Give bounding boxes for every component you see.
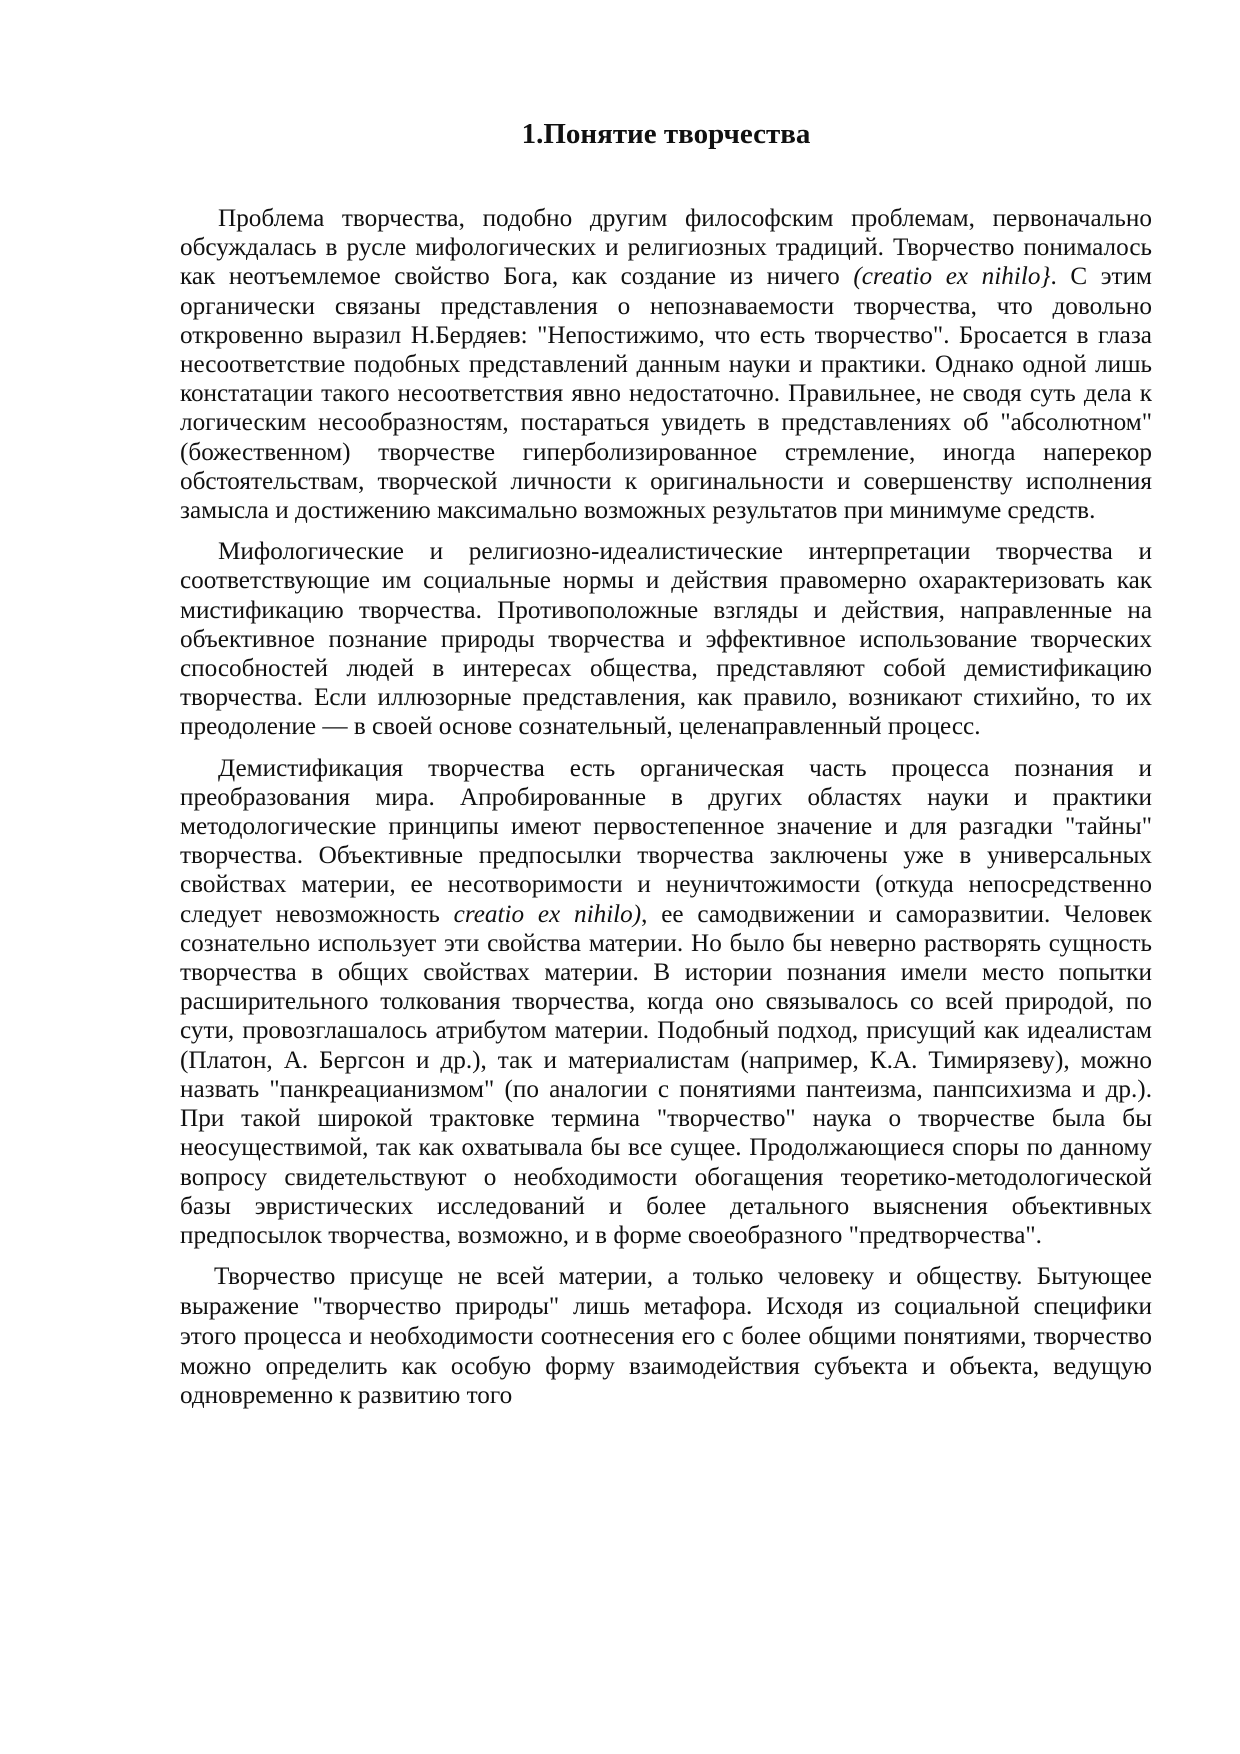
paragraph-3-text-2: , ее самодвижении и саморазвитии. Человек сознательно использует эти свойства материи. Но было бы неверно растворять сущность творчества в общих свойствах материи. В истории познания имели место попытки расширительного толкования творчества, когда оно связывалось со всей природой, по сути, провозглашалось атрибутом материи. Подобный подход, присущий как идеалистам (Платон, А. Бергсон и др.), так и материалистам (например, К.А. Тимирязеву), можно назвать "панкреацианизмом" (по аналогии с понятиями пантеизма, панпсихизма и др.). При такой широкой трактовке термина "творчество" наука о творчестве была бы неосуществимой, так как охватывала бы все сущее. Продолжающиеся споры по данному вопросу свидетельствуют о необходимости обогащения теоретико-методологической базы эвристических исследований и более детального выяснения объективных предпосылок творчества, возможно, и в форме своеобразного "предтворчества". <box>180 900 1152 1249</box>
paragraph-2-text: Мифологические и религиозно-идеалистические интерпретации творчества и соответствующие им социальные нормы и действия правомерно охарактеризовать как мистификацию творчества. Противоположные взгляды и действия, направленные на объективное познание природы творчества и эффективное использование творческих способностей людей в интересах общества, представляют собой демистификацию творчества. Если иллюзорные представления, как правило, возникают стихийно, то их преодоление — в своей основе сознательный, целенаправленный процесс. <box>180 538 1152 741</box>
document-body <box>180 204 1152 1423</box>
paragraph-1 <box>180 204 1152 525</box>
paragraph-1-latin-phrase: (creatio ex nihilo} <box>853 263 1051 291</box>
paragraph-3-latin-phrase: creatio ex nihilo) <box>453 900 642 928</box>
paragraph-1-text-1: Проблема творчества, подобно другим философским проблемам, первоначально обсуждалась в русле мифологических и религиозных традиций. Творчество понималось как неотъемлемое свойство Бога, как создание из ничего <box>180 205 1152 291</box>
section-title: 1.Понятие творчества <box>521 118 811 150</box>
paragraph-3 <box>180 754 1152 1250</box>
paragraph-1-text-2: . С этим органически связаны представления о непознаваемости творчества, что довольно откровенно выразил Н.Бердяев: "Непостижимо, что есть творчество". Бросается в глаза несоответствие подобных представлений данным науки и практики. Однако одной лишь констатации такого несоответствия явно недостаточно. Правильнее, не сводя суть дела к логическим несообразностям, постараться увидеть в представлениях об "абсолютном" (божественном) творчестве гиперболизированное стремление, иногда наперекор обстоятельствам, творческой личности к оригинальности и совершенству исполнения замысла и достижению максимально возможных результатов при минимуме средств. <box>180 263 1152 525</box>
paragraph-3-text-1: Демистификация творчества есть органическая часть процесса познания и преобразования мира. Апробированные в других областях науки и практики методологические принципы имеют первостепенное значение и для разгадки "тайны" творчества. Объективные предпосылки творчества заключены уже в универсальных свойствах материи, ее несотворимости и неуничтожимости (откуда непосредственно следует невозможность <box>180 754 1152 928</box>
paragraph-4-text: Творчество присуще не всей материи, а только человеку и обществу. Бытующее выражение "творчество природы" лишь метафора. Исходя из социальной специфики этого процесса и необходимости соотнесения его с более общими понятиями, творчество можно определить как особую форму взаимодействия субъекта и объекта, ведущую одновременно к развитию того <box>180 1263 1152 1410</box>
paragraph-2 <box>180 537 1152 741</box>
paragraph-4 <box>180 1262 1152 1411</box>
